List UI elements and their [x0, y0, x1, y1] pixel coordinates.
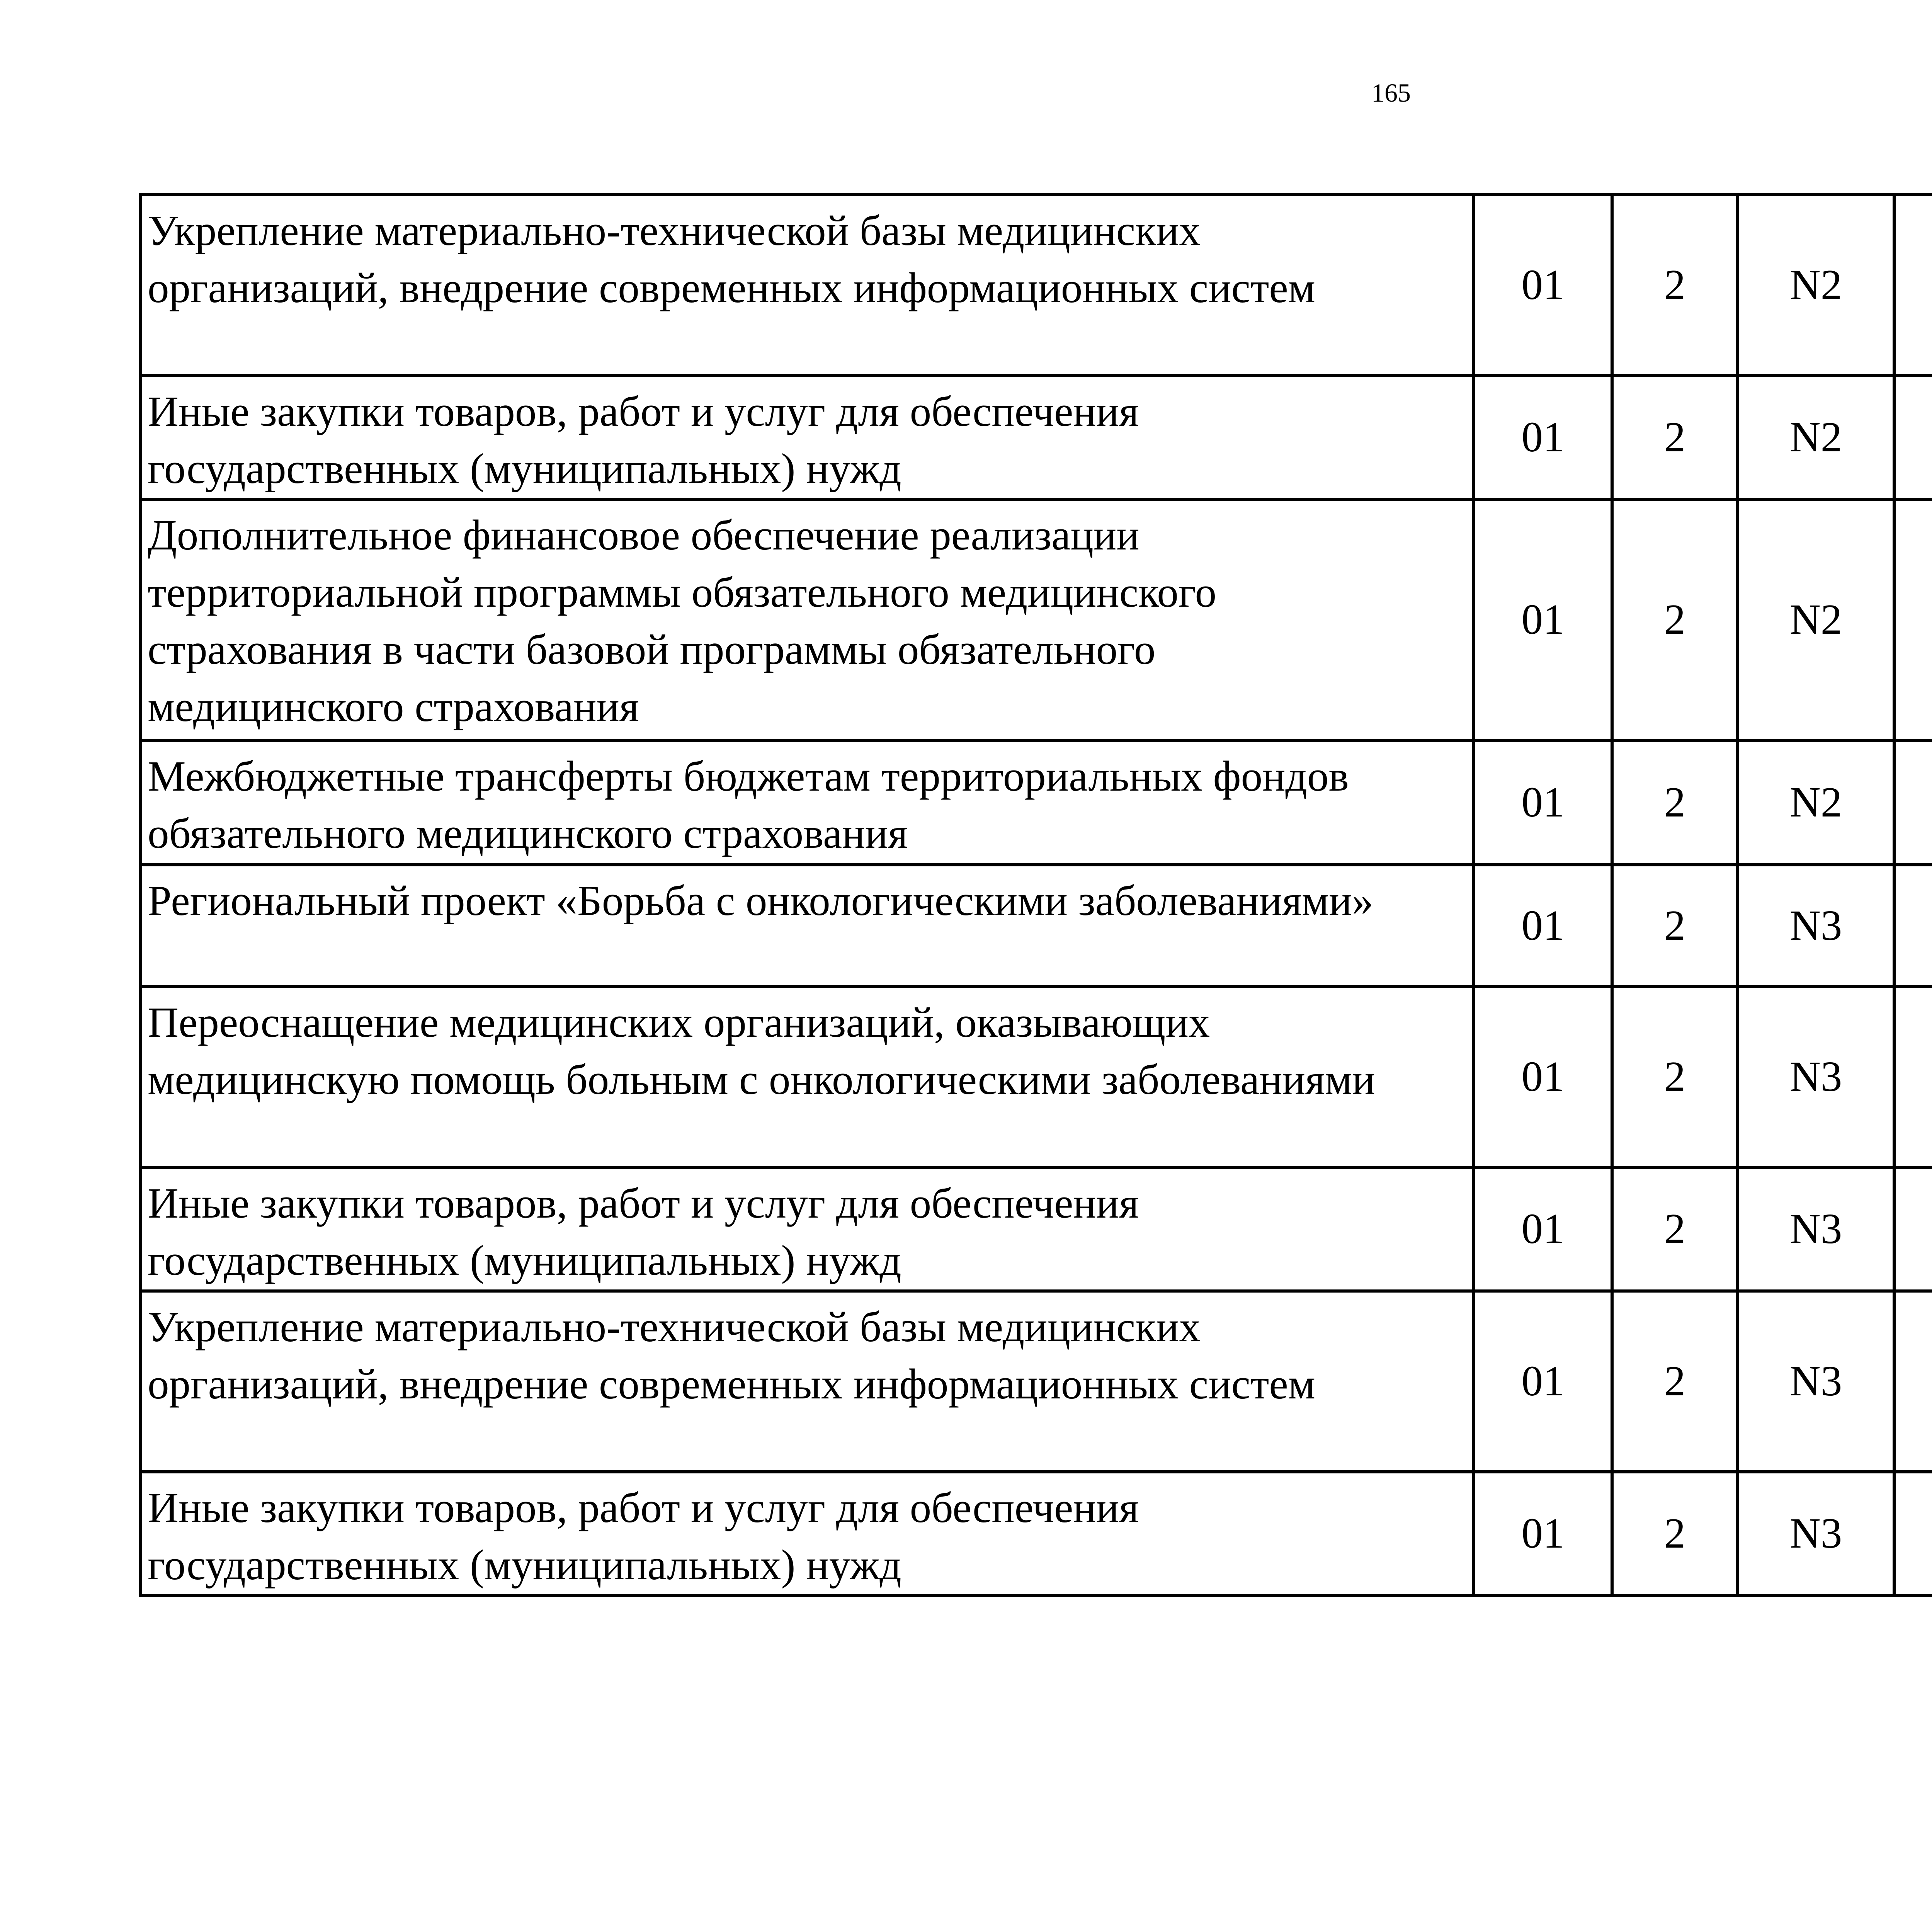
- code-cell: [1894, 1291, 1932, 1472]
- code-cell: [1894, 376, 1932, 499]
- table-row: [141, 987, 1932, 1167]
- code-cell: 01: [1474, 865, 1612, 987]
- code-cell: [1894, 740, 1932, 865]
- code-cell: [1894, 987, 1932, 1167]
- table-row: [141, 740, 1932, 865]
- code-cell: N3: [1738, 987, 1894, 1167]
- code-cell: N2: [1738, 376, 1894, 499]
- code-cell: 2: [1612, 1472, 1738, 1596]
- table-row: [141, 195, 1932, 376]
- description-cell: Дополнительное финансовое обеспечение реализации территориальной программы обязательного медицинского страхования в части базовой программы обязательного медицинского страхования: [141, 499, 1474, 740]
- code-cell: N2: [1738, 499, 1894, 740]
- code-cell: [1894, 499, 1932, 740]
- code-cell: N3: [1738, 1167, 1894, 1291]
- budget-table: [139, 193, 1932, 1597]
- description-cell: Иные закупки товаров, работ и услуг для обеспечения государственных (муниципальных) нужд: [141, 376, 1474, 499]
- description-cell: Иные закупки товаров, работ и услуг для обеспечения государственных (муниципальных) нужд: [141, 1472, 1474, 1596]
- code-cell: 01: [1474, 499, 1612, 740]
- table-row: [141, 1472, 1932, 1596]
- description-cell: Укрепление материально-технической базы медицинских организаций, внедрение современных информационных систем: [141, 195, 1474, 376]
- code-cell: [1894, 1167, 1932, 1291]
- code-cell: N3: [1738, 1472, 1894, 1596]
- table-row: [141, 865, 1932, 987]
- code-cell: 01: [1474, 195, 1612, 376]
- code-cell: 01: [1474, 987, 1612, 1167]
- code-cell: 2: [1612, 987, 1738, 1167]
- code-cell: 2: [1612, 1291, 1738, 1472]
- code-cell: N3: [1738, 1291, 1894, 1472]
- code-cell: 01: [1474, 1167, 1612, 1291]
- code-cell: [1894, 865, 1932, 987]
- description-cell: Региональный проект «Борьба с онкологическими заболеваниями»: [141, 865, 1474, 987]
- description-cell: Межбюджетные трансферты бюджетам территориальных фондов обязательного медицинского страхования: [141, 740, 1474, 865]
- code-cell: 2: [1612, 195, 1738, 376]
- code-cell: 01: [1474, 376, 1612, 499]
- code-cell: 2: [1612, 499, 1738, 740]
- code-cell: 2: [1612, 1167, 1738, 1291]
- code-cell: 2: [1612, 376, 1738, 499]
- table-row: [141, 376, 1932, 499]
- code-cell: 2: [1612, 740, 1738, 865]
- code-cell: 2: [1612, 865, 1738, 987]
- description-cell: Укрепление материально-технической базы медицинских организаций, внедрение современных информационных систем: [141, 1291, 1474, 1472]
- code-cell: N2: [1738, 740, 1894, 865]
- code-cell: N2: [1738, 195, 1894, 376]
- code-cell: N3: [1738, 865, 1894, 987]
- code-cell: [1894, 1472, 1932, 1596]
- table-row: [141, 499, 1932, 740]
- page-number: 165: [1371, 78, 1411, 107]
- table-row: [141, 1291, 1932, 1472]
- description-cell: Иные закупки товаров, работ и услуг для обеспечения государственных (муниципальных) нужд: [141, 1167, 1474, 1291]
- description-cell: Переоснащение медицинских организаций, оказывающих медицинскую помощь больным с онкологическими заболеваниями: [141, 987, 1474, 1167]
- code-cell: 01: [1474, 740, 1612, 865]
- code-cell: 01: [1474, 1472, 1612, 1596]
- code-cell: 01: [1474, 1291, 1612, 1472]
- code-cell: [1894, 195, 1932, 376]
- table-row: [141, 1167, 1932, 1291]
